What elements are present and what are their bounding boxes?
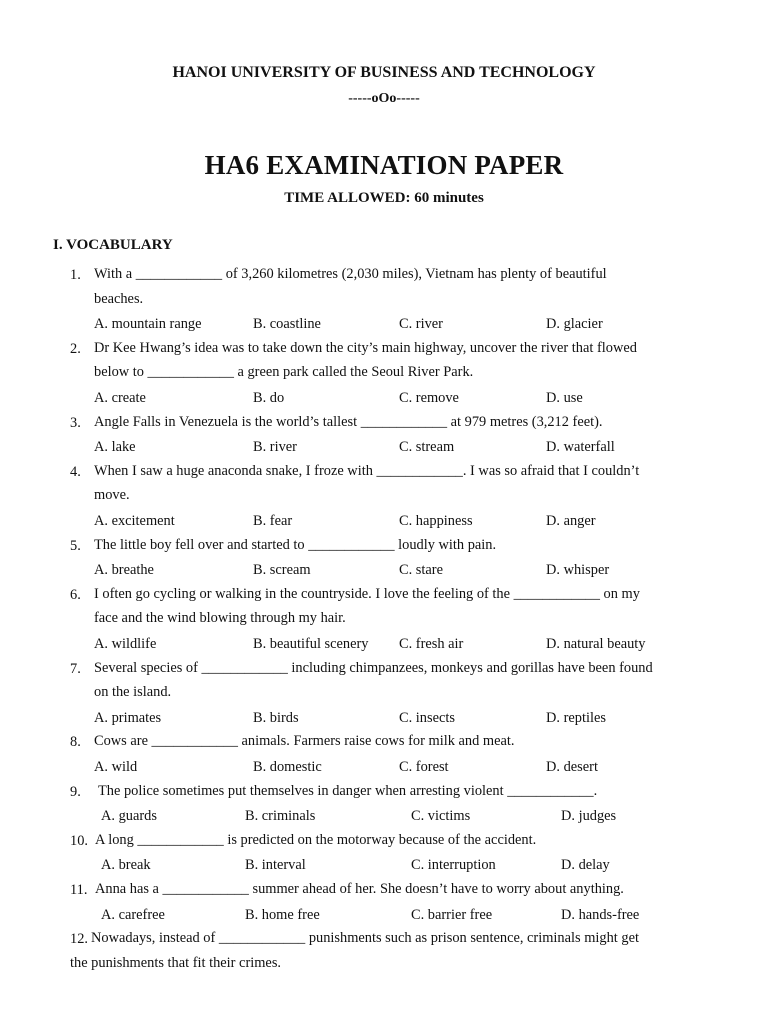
answer-option-a: A. primates (94, 709, 162, 726)
answer-option-a: A. carefree (101, 906, 165, 923)
question-text: Nowadays, instead of ____________ punishments such as prison sentence, criminals might get (91, 930, 639, 947)
answer-option-b: B. river (253, 439, 297, 456)
question-number: 3. (70, 414, 81, 431)
answer-option-a: A. excitement (94, 513, 175, 529)
answer-option-b: B. birds (253, 709, 299, 726)
answer-option-c: C. happiness (399, 513, 473, 529)
question-number: 1. (70, 267, 81, 283)
answer-option-d: D. whisper (546, 562, 610, 579)
time-allowed: TIME ALLOWED: 60 minutes (284, 190, 484, 206)
answer-option-b: B. criminals (245, 808, 316, 825)
question-text-continued: move. (94, 487, 130, 504)
answer-option-c: C. barrier free (411, 906, 493, 923)
answer-option-b: B. scream (253, 562, 311, 579)
answer-option-a: A. lake (94, 439, 136, 456)
answer-option-a: A. break (101, 857, 151, 874)
answer-option-c: C. interruption (411, 857, 496, 874)
question-number: 7. (70, 660, 81, 677)
answer-option-c: C. forest (399, 759, 449, 775)
question-number: 12. (70, 931, 88, 948)
question-number: 5. (70, 537, 81, 554)
section-heading: I. VOCABULARY (53, 237, 173, 253)
answer-option-d: D. use (546, 390, 583, 406)
answer-option-c: C. river (399, 316, 443, 333)
exam-title: HA6 EXAMINATION PAPER (204, 150, 564, 180)
question-number: 4. (70, 463, 81, 480)
question-number: 10. (70, 832, 88, 849)
answer-option-a: A. wildlife (94, 636, 157, 652)
answer-option-d: D. anger (546, 513, 596, 529)
answer-option-c: C. remove (399, 390, 459, 406)
answer-option-d: D. natural beauty (546, 636, 646, 652)
question-text: With a ____________ of 3,260 kilometres (2,030 miles), Vietnam has plenty of beautiful (94, 266, 607, 282)
question-text: Angle Falls in Venezuela is the world’s tallest ____________ at 979 metres (3,212 feet). (94, 413, 603, 430)
answer-option-b: B. fear (253, 513, 293, 529)
answer-option-c: C. fresh air (399, 636, 464, 652)
question-text: When I saw a huge anaconda snake, I froze with ____________. I was so afraid that I couldn’t (94, 462, 640, 479)
answer-option-d: D. glacier (546, 316, 603, 333)
answer-option-d: D. delay (561, 857, 610, 874)
answer-option-b: B. beautiful scenery (253, 636, 369, 652)
question-number: 6. (70, 586, 81, 603)
question-text: The police sometimes put themselves in danger when arresting violent ____________. (98, 782, 598, 799)
answer-option-a: A. mountain range (94, 316, 202, 333)
answer-option-b: B. do (253, 390, 285, 406)
answer-option-b: B. interval (245, 857, 306, 874)
question-text: The little boy fell over and started to ____________ loudly with pain. (94, 536, 497, 553)
answer-option-d: D. desert (546, 759, 598, 775)
question-text: Anna has a ____________ summer ahead of her. She doesn’t have to worry about anything. (95, 881, 624, 897)
question-number: 2. (70, 340, 81, 357)
answer-option-b: B. home free (245, 906, 320, 923)
question-text-continued: beaches. (94, 290, 144, 307)
answer-option-b: B. coastline (253, 316, 321, 333)
question-text: Dr Kee Hwang’s idea was to take down the city’s main highway, uncover the river that flowed (94, 339, 637, 356)
answer-option-d: D. judges (561, 808, 617, 825)
answer-option-a: A. create (94, 390, 146, 406)
question-text: A long ____________ is predicted on the motorway because of the accident. (95, 831, 537, 848)
ornament-divider: -----oOo----- (348, 91, 420, 106)
question-text: I often go cycling or walking in the countryside. I love the feeling of the ____________ on my (94, 585, 640, 602)
answer-option-a: A. guards (101, 808, 157, 825)
answer-option-c: C. stream (399, 439, 455, 456)
answer-option-d: D. reptiles (546, 709, 606, 726)
answer-option-a: A. wild (94, 759, 138, 775)
question-text-continued: the punishments that fit their crimes. (70, 954, 282, 971)
question-number: 9. (70, 783, 81, 800)
question-text: Several species of ____________ including chimpanzees, monkeys and gorillas have been found (94, 659, 653, 676)
answer-option-c: C. stare (399, 562, 443, 579)
question-text-continued: face and the wind blowing through my hair. (94, 610, 346, 627)
question-text-continued: below to ____________ a green park called the Seoul River Park. (94, 364, 474, 381)
question-number: 11. (70, 882, 88, 898)
answer-option-c: C. insects (399, 709, 455, 726)
question-text-continued: on the island. (94, 684, 172, 701)
answer-option-a: A. breathe (94, 562, 154, 579)
answer-option-b: B. domestic (253, 759, 322, 775)
question-text: Cows are ____________ animals. Farmers raise cows for milk and meat. (94, 733, 515, 750)
answer-option-c: C. victims (411, 808, 471, 825)
question-number: 8. (70, 734, 81, 751)
university-name: HANOI UNIVERSITY OF BUSINESS AND TECHNOLOGY (172, 64, 596, 81)
answer-option-d: D. hands-free (561, 906, 640, 923)
answer-option-d: D. waterfall (546, 439, 615, 456)
